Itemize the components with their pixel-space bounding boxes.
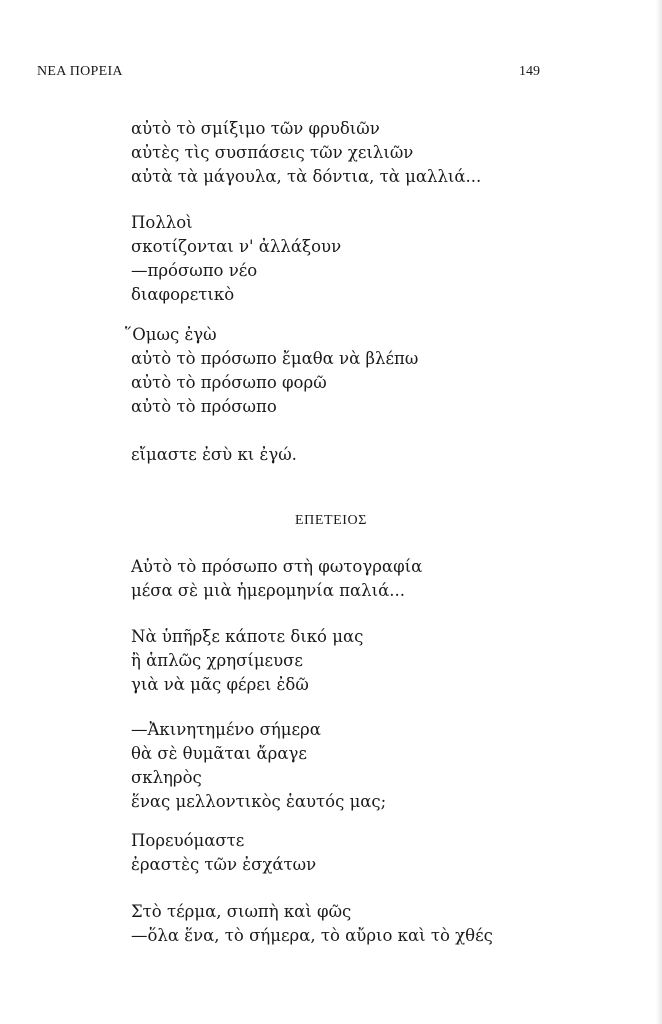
verse-line: ἢ ἁπλῶς χρησίμευσε [131,651,303,670]
verse-line: Στὸ τέρμα, σιωπὴ καὶ φῶς [131,902,352,921]
verse-line: αὐτὸ τὸ σμίξιμο τῶν φρυδιῶν [131,119,380,138]
stanza [131,555,422,603]
verse-line: —πρόσωπο νέο [131,261,258,280]
page-number: 149 [519,64,540,79]
stanza [131,117,481,189]
page-edge-shadow [656,0,662,1024]
verse-line: θὰ σὲ θυμᾶται ἄραγε [131,744,307,763]
verse-line: γιὰ νὰ μᾶς φέρει ἐδῶ [131,675,309,694]
verse-line: —Ἀκινητημένο σήμερα [131,720,321,739]
verse-line: σκληρὸς [131,768,202,787]
stanza [131,443,297,467]
verse-line: —ὅλα ἕνα, τὸ σήμερα, τὸ αὔριο καὶ τὸ χθές [131,926,493,945]
verse-line: Πολλοὶ [131,213,193,232]
running-head: ΝΕΑ ΠΟΡΕΙΑ [37,64,123,79]
verse-line: Νὰ ὑπῆρξε κάποτε δικό μας [131,627,364,646]
stanza [131,625,363,697]
verse-line: αὐτὸ τὸ πρόσωπο [131,397,277,416]
verse-line: ἐραστὲς τῶν ἐσχάτων [131,855,317,874]
stanza [131,211,341,307]
verse-line: εἴμαστε ἐσὺ κι ἐγώ. [131,445,297,464]
verse-line: μέσα σὲ μιὰ ἡμερομηνία παλιά... [131,581,405,600]
stanza [131,718,386,814]
verse-line: αὐτὸ τὸ πρόσωπο ἔμαθα νὰ βλέπω [131,349,419,368]
verse-line: αὐτὰ τὰ μάγουλα, τὰ δόντια, τὰ μαλλιά... [131,167,482,186]
poem-title: ΕΠΕΤΕΙΟΣ [294,513,368,528]
verse-line: Πορευόμαστε [131,831,245,850]
verse-line: σκοτίζονται ν' ἀλλάξουν [131,237,342,256]
verse-line: αὐτὸ τὸ πρόσωπο φορῶ [131,373,327,392]
stanza [131,829,316,877]
stanza [124,323,418,419]
verse-line: ἕνας μελλοντικὸς ἑαυτός μας; [131,792,387,811]
verse-line: ῞Ομως ἐγὼ [124,325,217,344]
verse-line: διαφορετικὸ [131,285,235,304]
verse-line: αὐτὲς τὶς συσπάσεις τῶν χειλιῶν [131,143,414,162]
verse-line: Αὐτὸ τὸ πρόσωπο στὴ φωτογραφία [131,557,423,576]
stanza [131,900,493,948]
